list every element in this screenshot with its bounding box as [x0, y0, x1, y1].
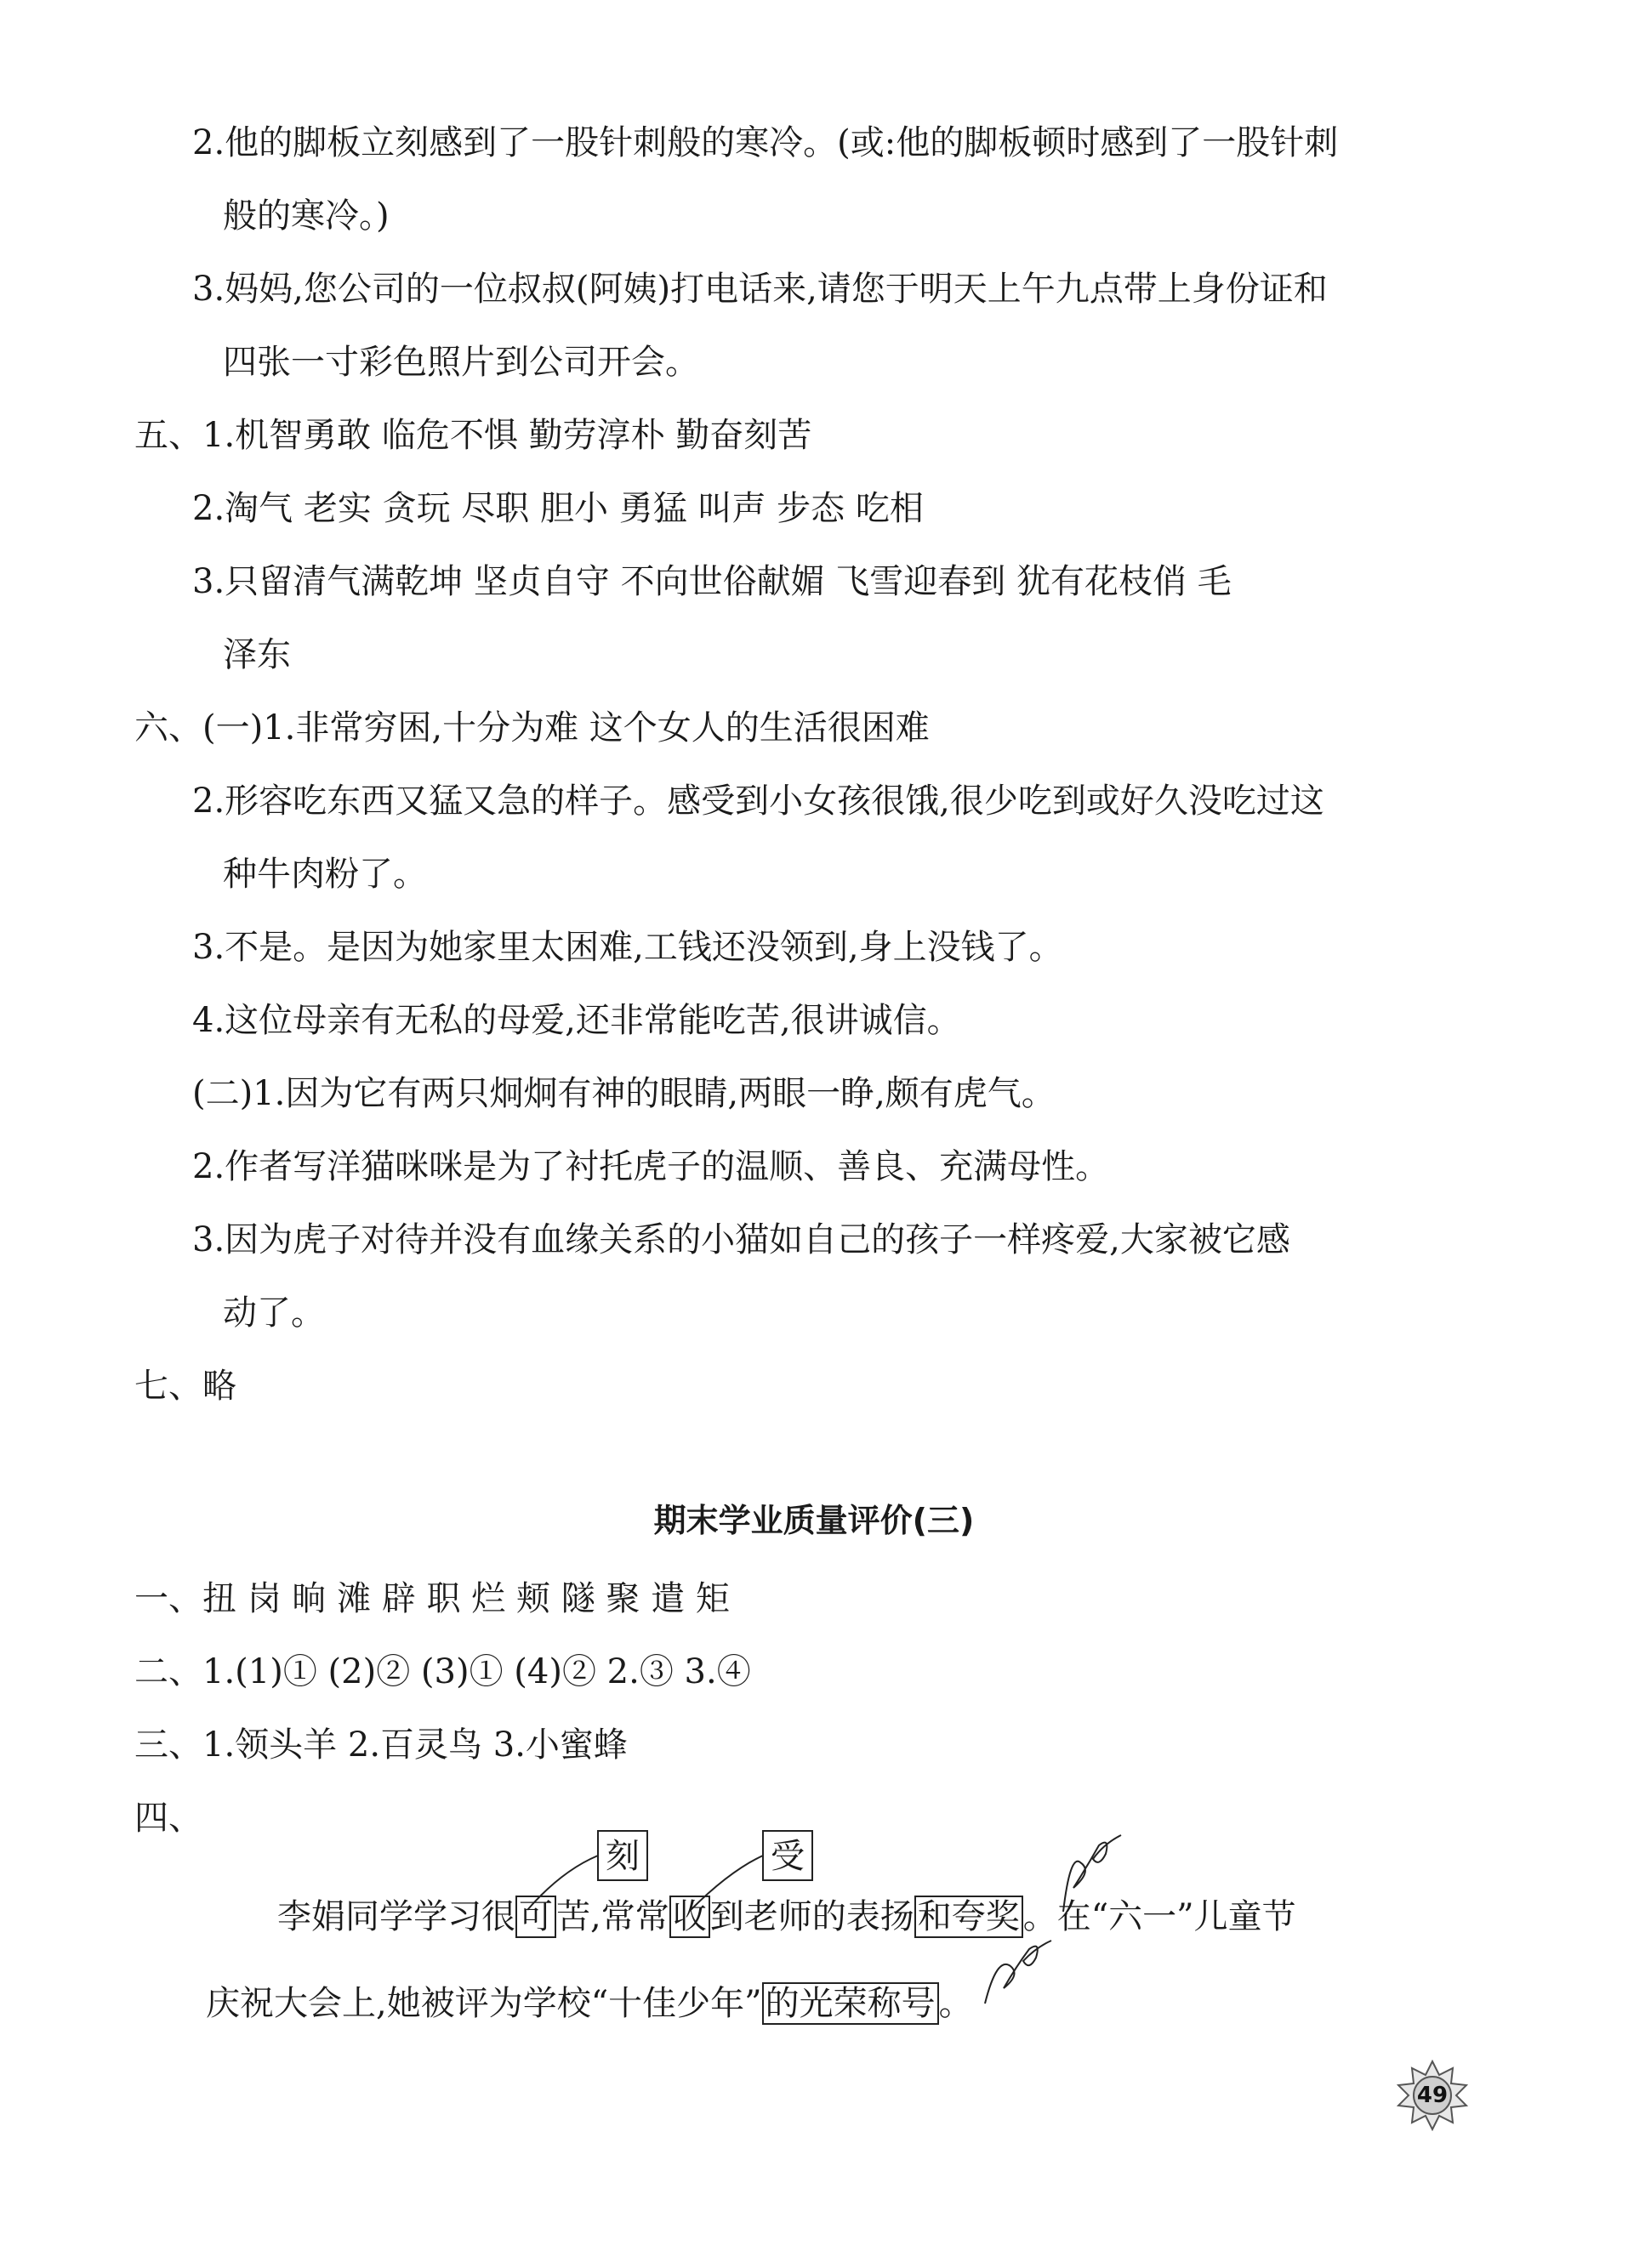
- answer-line: 3.只留清气满乾坤 坚贞自守 不向世俗献媚 飞雪迎春到 犹有花枝俏 毛: [192, 562, 1232, 601]
- answer-line: 五、1.机智勇敢 临危不惧 勤劳淳朴 勤奋刻苦: [134, 416, 812, 455]
- delete-box-1: 可: [515, 1896, 556, 1938]
- answer-line: 种牛肉粉了。: [223, 855, 427, 894]
- proofread-line-2: 庆祝大会上,她被评为学校“十佳少年” 的光荣称号 。: [206, 1984, 973, 2023]
- answer-line: 3.妈妈,您公司的一位叔叔(阿姨)打电话来,请您于明天上午九点带上身份证和: [192, 270, 1328, 309]
- answer-line: 四、: [134, 1799, 202, 1838]
- answer-line: 般的寒冷。): [223, 196, 390, 236]
- answer-line: 三、1.领头羊 2.百灵鸟 3.小蜜蜂: [134, 1725, 628, 1765]
- answer-line: 2.他的脚板立刻感到了一股针刺般的寒冷。(或:他的脚板顿时感到了一股针刺: [192, 123, 1339, 162]
- answer-line: 六、(一)1.非常穷困,十分为难 这个女人的生活很困难: [134, 708, 930, 747]
- section-title: 期末学业质量评价(三): [653, 1502, 975, 1539]
- insert-box-2: [763, 1831, 812, 1880]
- delete-box-4: 的光荣称号: [762, 1982, 939, 2025]
- answer-line: 2.作者写洋猫咪咪是为了衬托虎子的温顺、善良、充满母性。: [192, 1147, 1110, 1186]
- answer-line: 泽东: [223, 635, 291, 674]
- answer-line: 3.因为虎子对待并没有血缘关系的小猫如自己的孩子一样疼爱,大家被它感: [192, 1220, 1290, 1259]
- answer-line: 4.这位母亲有无私的母爱,还非常能吃苦,很讲诚信。: [192, 1001, 961, 1040]
- page-number-badge: [1397, 2060, 1468, 2131]
- answer-line: 七、略: [134, 1367, 236, 1406]
- proofread-line-1: 李娟同学学习很 可 苦,常常 收 到老师的表扬 和夸奖 。在“六一”儿童节: [277, 1897, 1296, 1936]
- page-number: 49: [1416, 2083, 1449, 2108]
- answer-line: (二)1.因为它有两只炯炯有神的眼睛,两眼一睁,颇有虎气。: [192, 1074, 1056, 1113]
- insert-char-2: 受: [771, 1837, 805, 1876]
- delete-box-2: 收: [669, 1896, 710, 1938]
- answer-line: 一、扭 岗 晌 滩 辟 职 烂 颊 隧 聚 遣 矩: [134, 1579, 730, 1618]
- answer-line: 四张一寸彩色照片到公司开会。: [223, 343, 699, 382]
- delete-box-3: 和夸奖: [914, 1896, 1023, 1938]
- answer-line: 3.不是。是因为她家里太困难,工钱还没领到,身上没钱了。: [192, 928, 1063, 967]
- answer-line: 2.淘气 老实 贪玩 尽职 胆小 勇猛 叫声 步态 吃相: [192, 489, 924, 528]
- answer-line: 二、1.(1)① (2)② (3)① (4)② 2.③ 3.④: [134, 1652, 751, 1691]
- insert-box-1: [598, 1831, 647, 1880]
- insert-char-1: 刻: [606, 1837, 640, 1876]
- delete-mark-2: [985, 1941, 1051, 2004]
- answer-line: 动了。: [223, 1293, 325, 1333]
- answer-line: 2.形容吃东西又猛又急的样子。感受到小女孩很饿,很少吃到或好久没吃过这: [192, 782, 1324, 821]
